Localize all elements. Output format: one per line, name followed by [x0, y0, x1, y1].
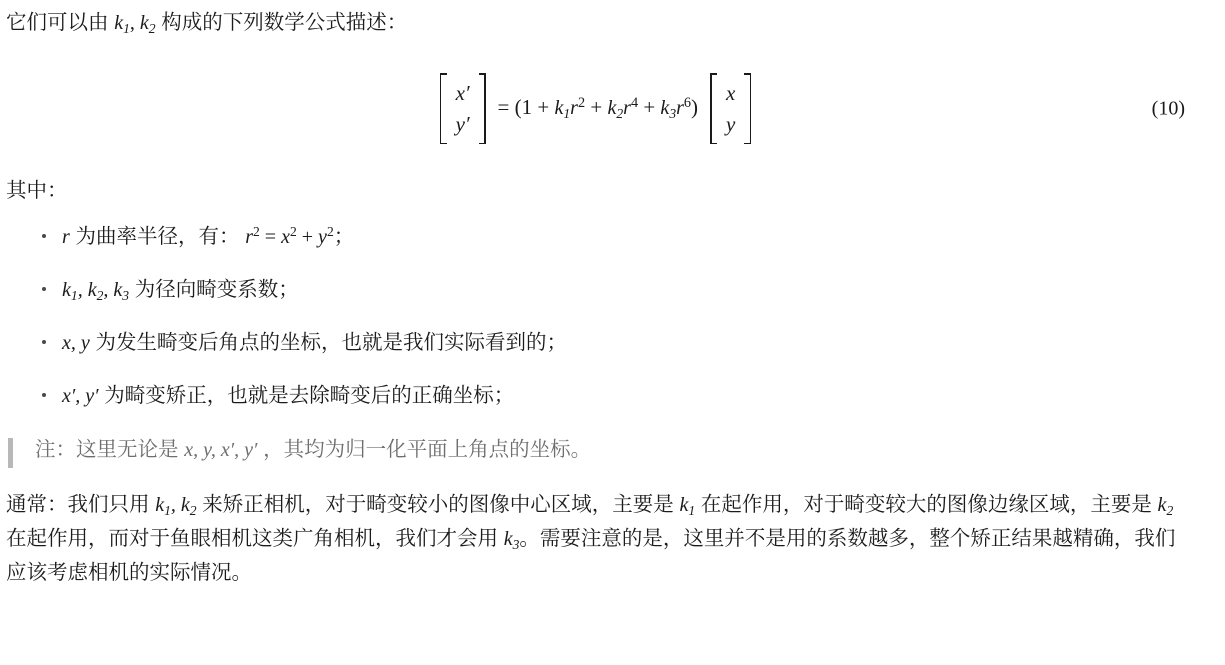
note-blockquote	[6, 433, 1185, 470]
bullet-symbol-k: $k_1$, $k_2$, $k_3$	[62, 279, 130, 303]
matrix-entry-y-prime: y′	[455, 111, 470, 136]
bullet-text-k: 为径向畸变系数；	[129, 278, 299, 302]
intro-text-after: 构成的下列数学公式描述：	[155, 11, 408, 34]
intro-paragraph	[6, 6, 1185, 40]
inline-math-k2: $k_2$	[139, 12, 156, 36]
bracket-right-open	[710, 73, 719, 144]
bracket-left-open	[440, 73, 449, 144]
matrix-right-column	[719, 73, 742, 144]
closing-seg4: 在起作用，而对于鱼眼相机这类广角相机，我们才会用	[6, 526, 504, 550]
equation-relation: = $(1 + k_1r^2 + k_2r^4 + k_3r^6)$	[497, 95, 699, 122]
equation-body	[6, 66, 1185, 152]
bracket-left-close	[477, 73, 486, 144]
list-item	[62, 327, 1185, 359]
definition-list	[6, 221, 1185, 412]
bullet-symbol-xy-prime: x′, y′	[62, 385, 99, 408]
intro-text-before: 它们可以由	[6, 11, 115, 34]
matrix-entry-x: x	[726, 81, 736, 106]
closing-math-k12: $k_1$, $k_2$	[155, 494, 197, 518]
list-item	[62, 221, 1185, 253]
bullet-suffix-r: ；	[333, 225, 355, 249]
matrix-left	[437, 73, 489, 144]
where-label: 其中：	[6, 178, 68, 202]
bracket-right-close	[742, 73, 751, 144]
list-item	[62, 274, 1185, 306]
closing-math-k1: $k_1$	[679, 494, 696, 518]
closing-math-k2: $k_2$	[1157, 494, 1174, 518]
matrix-entry-y: y	[726, 111, 736, 136]
list-item	[62, 380, 1185, 412]
note-symbols: x, y, x′, y′	[184, 439, 258, 462]
matrix-right	[707, 73, 754, 144]
closing-seg2: 来矫正相机，对于畸变较小的图像中心区域，主要是	[196, 493, 680, 517]
note-suffix: ，其均为归一化平面上角点的坐标。	[257, 438, 592, 462]
comma-1: ,	[129, 12, 140, 34]
quote-bar	[8, 438, 13, 468]
closing-math-k3: $k_3$	[503, 527, 520, 552]
display-equation-10	[6, 66, 1185, 152]
closing-seg3: 在起作用，对于畸变较大的图像边缘区域，主要是	[695, 493, 1158, 517]
closing-seg1: 通常：我们只用	[6, 493, 156, 517]
closing-seg5: 。需要注意的是，这里并不是用的系数越多，整个矫正结果越精确，我们应该考虑相机的实际情况。	[6, 526, 1176, 584]
note-prefix: 注：这里无论是	[35, 438, 185, 462]
equation-number: (10)	[1151, 97, 1185, 120]
bullet-text-r: 为曲率半径，有：	[69, 225, 240, 249]
bullet-formula-r: $r^2 = x^2 + y^2$	[245, 224, 334, 249]
matrix-entry-x-prime: x′	[455, 81, 470, 106]
bullet-symbol-r: r	[62, 226, 70, 249]
bullet-text-xy: 为发生畸变后角点的坐标，也就是我们实际看到的；	[89, 331, 567, 355]
note-text	[35, 435, 591, 466]
inline-math-k1: $k_1$	[114, 12, 130, 36]
closing-paragraph	[6, 488, 1185, 589]
bullet-symbol-xy: x, y	[62, 332, 90, 355]
matrix-left-column	[449, 73, 477, 144]
bullet-text-xy-prime: 为畸变矫正，也就是去除畸变后的正确坐标；	[98, 384, 515, 408]
